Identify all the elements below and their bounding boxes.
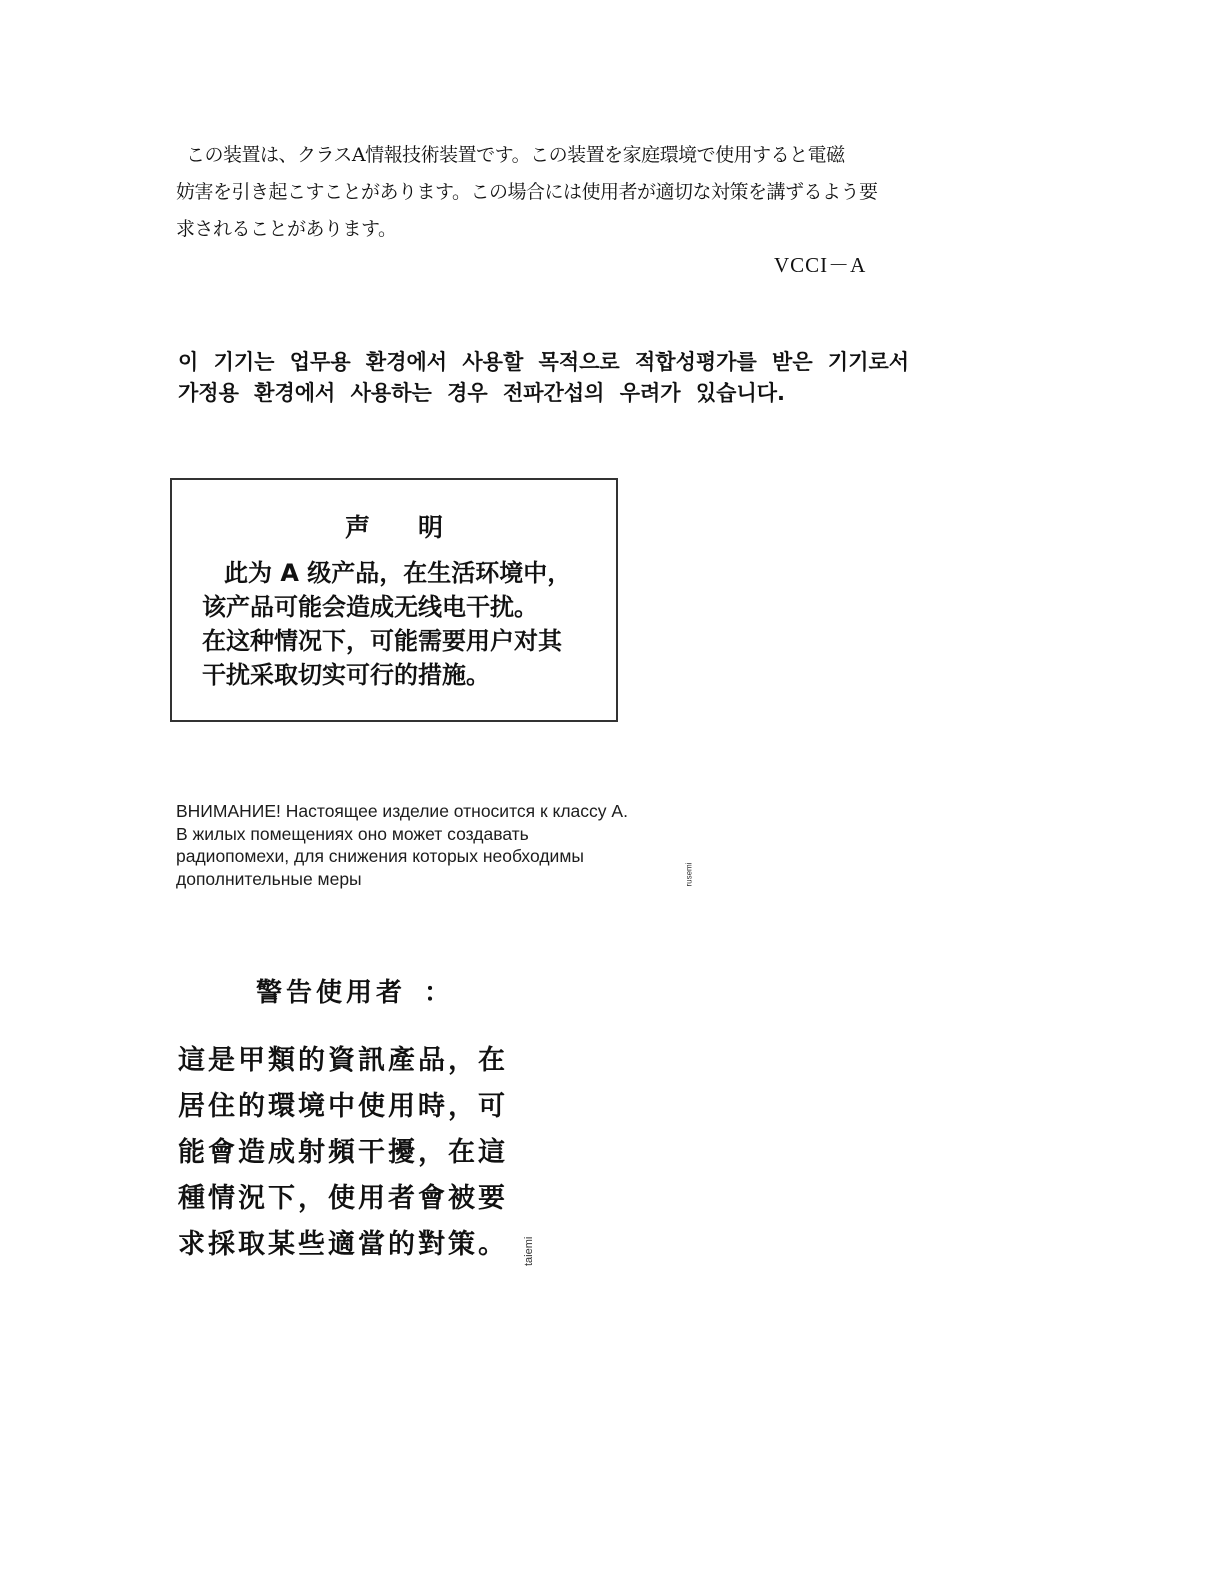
russia-notice-code-text: rusemi [684, 862, 694, 887]
taiwan-warning-code-text: taiemi [523, 1236, 535, 1266]
taiwan-warning [178, 1038, 508, 1268]
taiwan-warning-line: 居住的環境中使用時，可 [178, 1091, 508, 1122]
china-statement-box [170, 478, 618, 722]
china-statement-line: 此为 A 级产品，在生活环境中， [224, 559, 572, 587]
russia-notice-code [679, 862, 699, 898]
taiwan-warning-title [256, 972, 454, 1009]
china-statement-line: 干扰采取切实可行的措施。 [202, 661, 490, 689]
russia-notice-line: дополнительные меры [176, 868, 362, 889]
taiwan-warning-line: 能會造成射頻干擾，在這 [178, 1137, 508, 1168]
vcci-notice-line: 求されることがあります。 [176, 218, 397, 240]
russia-notice-line: ВНИМАНИЕ! Настоящее изделие относится к классу А. [176, 801, 628, 821]
korean-notice-line: 이 기기는 업무용 환경에서 사용할 목적으로 적합성평가를 받은 기기로서 [178, 350, 910, 374]
korean-notice-line: 가정용 환경에서 사용하는 경우 전파간섭의 우려가 있습니다. [178, 381, 785, 405]
taiwan-warning-line: 種情況下，使用者會被要 [178, 1183, 508, 1214]
korean-notice [178, 347, 968, 409]
china-statement-body [202, 556, 571, 692]
taiwan-warning-title-colon: ： [424, 978, 455, 1008]
vcci-mark: VCCI－A [774, 253, 867, 277]
vcci-notice [176, 137, 896, 277]
russia-notice-line: радиопомехи, для снижения которых необходимы [176, 846, 584, 866]
china-statement-line: 该产品可能会造成无线电干扰。 [202, 593, 538, 621]
taiwan-warning-line: 求採取某些適當的對策。 [178, 1229, 508, 1260]
russia-notice-line: В жилых помещениях оно может создавать [176, 823, 529, 844]
taiwan-warning-title-text: 警告使用者 [256, 978, 407, 1008]
taiwan-warning-code [515, 1236, 543, 1270]
china-statement-line: 在这种情况下，可能需要用户对其 [202, 627, 562, 655]
vcci-notice-line: 妨害を引き起こすことがあります。この場合には使用者が適切な対策を講ずるよう要 [176, 181, 878, 203]
china-statement-title: 声明 [344, 513, 491, 542]
russia-notice [176, 800, 696, 890]
taiwan-warning-line: 這是甲類的資訊產品，在 [178, 1045, 508, 1076]
vcci-notice-line: この装置は、クラスA情報技術装置です。この装置を家庭環境で使用すると電磁 [186, 144, 845, 166]
